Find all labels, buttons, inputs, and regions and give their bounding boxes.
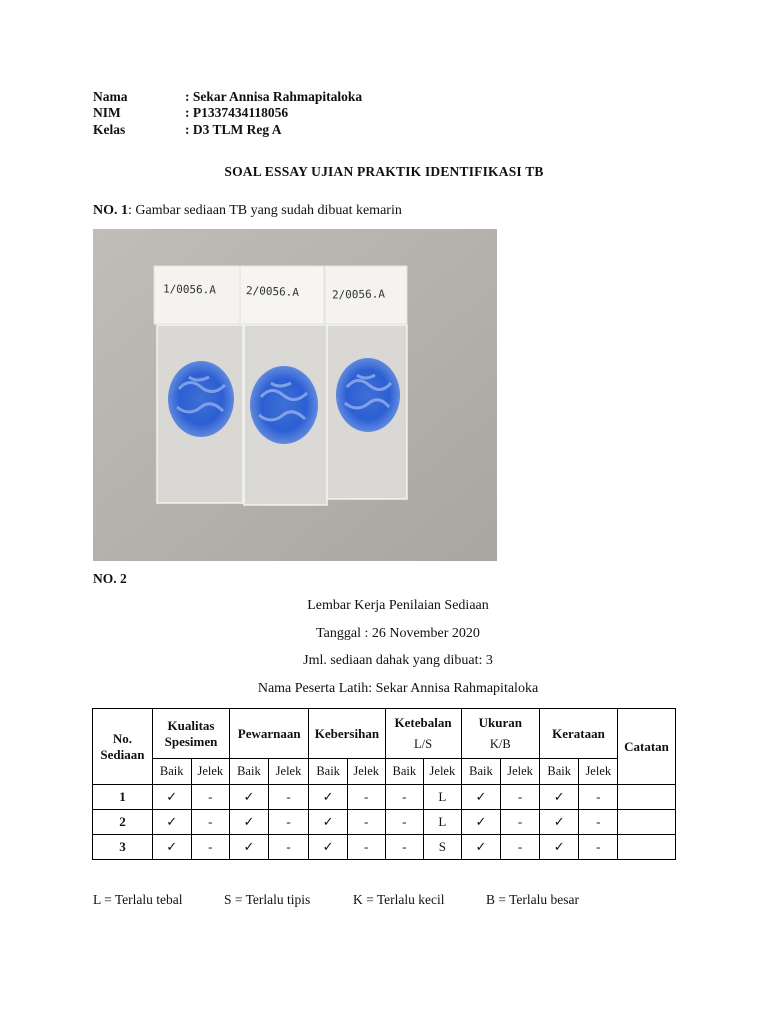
row-number: 1 [93,785,153,810]
table-cell: - [347,810,385,835]
table-cell: S [424,835,462,860]
row-number: 3 [93,835,153,860]
header-ketebalan-sub: L/S [414,737,433,751]
header-ketebalan-title: Ketebalan [394,715,452,730]
slide-2 [240,266,327,505]
stain-smear-2 [250,366,318,444]
field-value: : D3 TLM Reg A [185,122,282,137]
legend-l: L = Terlalu tebal [93,892,183,907]
table-cell: ✓ [152,785,191,810]
table-row [93,835,676,860]
subheader-jelek: Jelek [191,759,230,785]
table-cell: ✓ [152,835,191,860]
subheader-jelek: Jelek [424,759,462,785]
table-row [93,810,676,835]
subheader-jelek: Jelek [501,759,540,785]
table-cell: ✓ [461,835,501,860]
slide-label-2: 2/0056.A [245,284,300,299]
field-label: NIM [93,105,121,120]
table-cell: - [268,810,309,835]
table-cell: ✓ [152,810,191,835]
table-cell: - [501,810,540,835]
subheader-baik: Baik [539,759,579,785]
question-1-number: NO. 1 [93,203,128,218]
table-cell: - [579,785,618,810]
subheader-baik: Baik [461,759,501,785]
slide-1 [154,266,243,503]
table-cell: ✓ [461,785,501,810]
table-cell: ✓ [309,835,348,860]
slide-label-1: 1/0056.A [162,282,217,297]
table-cell: - [385,810,424,835]
worksheet-title: Lembar Kerja Penilaian Sediaan [307,598,489,613]
table-cell: - [268,785,309,810]
assessment-table [92,708,676,860]
table-cell: - [191,810,230,835]
notes-cell [618,810,676,835]
worksheet-participant: Nama Peserta Latih: Sekar Annisa Rahmapitaloka [257,681,539,696]
question-2-number: NO. 2 [93,571,127,586]
header-ukuran-title: Ukuran [478,715,522,730]
legend-k: K = Terlalu kecil [353,892,445,907]
table-cell: - [501,785,540,810]
page-title: SOAL ESSAY UJIAN PRAKTIK IDENTIFIKASI TB [224,164,544,179]
table-cell: - [347,785,385,810]
subheader-baik: Baik [309,759,348,785]
table-cell: L [424,785,462,810]
notes-cell [618,785,676,810]
table-cell: ✓ [309,810,348,835]
field-label: Kelas [93,122,126,137]
header-ukuran-sub: K/B [489,737,511,751]
stain-smear-3 [336,358,400,432]
table-cell: ✓ [230,810,269,835]
subheader-jelek: Jelek [268,759,309,785]
table-cell: ✓ [539,785,579,810]
table-cell: - [191,785,230,810]
legend-b: B = Terlalu besar [486,892,580,907]
subheader-jelek: Jelek [347,759,385,785]
field-label: Nama [93,89,128,104]
table-cell: ✓ [230,835,269,860]
table-cell: - [579,835,618,860]
header-kerataan: Kerataan [539,709,617,759]
table-cell: - [501,835,540,860]
worksheet-date: Tanggal : 26 November 2020 [316,626,480,641]
table-cell: ✓ [309,785,348,810]
field-value: : P1337434118056 [185,105,289,120]
field-value: : Sekar Annisa Rahmapitaloka [185,89,363,104]
table-cell: - [385,785,424,810]
table-cell: ✓ [230,785,269,810]
table-cell: - [191,835,230,860]
table-cell: - [268,835,309,860]
slide-label-3: 2/0056.A [331,287,386,302]
header-kebersihan: Kebersihan [309,709,385,759]
table-cell: ✓ [539,810,579,835]
table-subheader-row [93,759,676,785]
slides-photo [93,229,497,561]
table-cell: L [424,810,462,835]
table-cell: - [579,810,618,835]
header-ketebalan [385,709,461,759]
legend-s: S = Terlalu tipis [224,892,311,907]
row-number: 2 [93,810,153,835]
notes-cell [618,835,676,860]
header-kualitas: Kualitas Spesimen [152,709,229,759]
table-cell: ✓ [461,810,501,835]
subheader-jelek: Jelek [579,759,618,785]
subheader-baik: Baik [230,759,269,785]
table-cell: ✓ [539,835,579,860]
worksheet-count: Jml. sediaan dahak yang dibuat: 3 [303,653,493,668]
header-catatan: Catatan [618,709,676,785]
question-1-text: : Gambar sediaan TB yang sudah dibuat kemarin [128,203,402,218]
subheader-baik: Baik [385,759,424,785]
question-1 [93,203,402,219]
header-pewarnaan: Pewarnaan [230,709,309,759]
table-cell: - [385,835,424,860]
slides-illustration [93,229,497,561]
table-header-row [93,709,676,759]
table-row [93,785,676,810]
table-cell: - [347,835,385,860]
header-ukuran [461,709,539,759]
stain-smear-1 [168,361,234,437]
header-no-sediaan: No. Sediaan [93,709,153,785]
subheader-baik: Baik [152,759,191,785]
